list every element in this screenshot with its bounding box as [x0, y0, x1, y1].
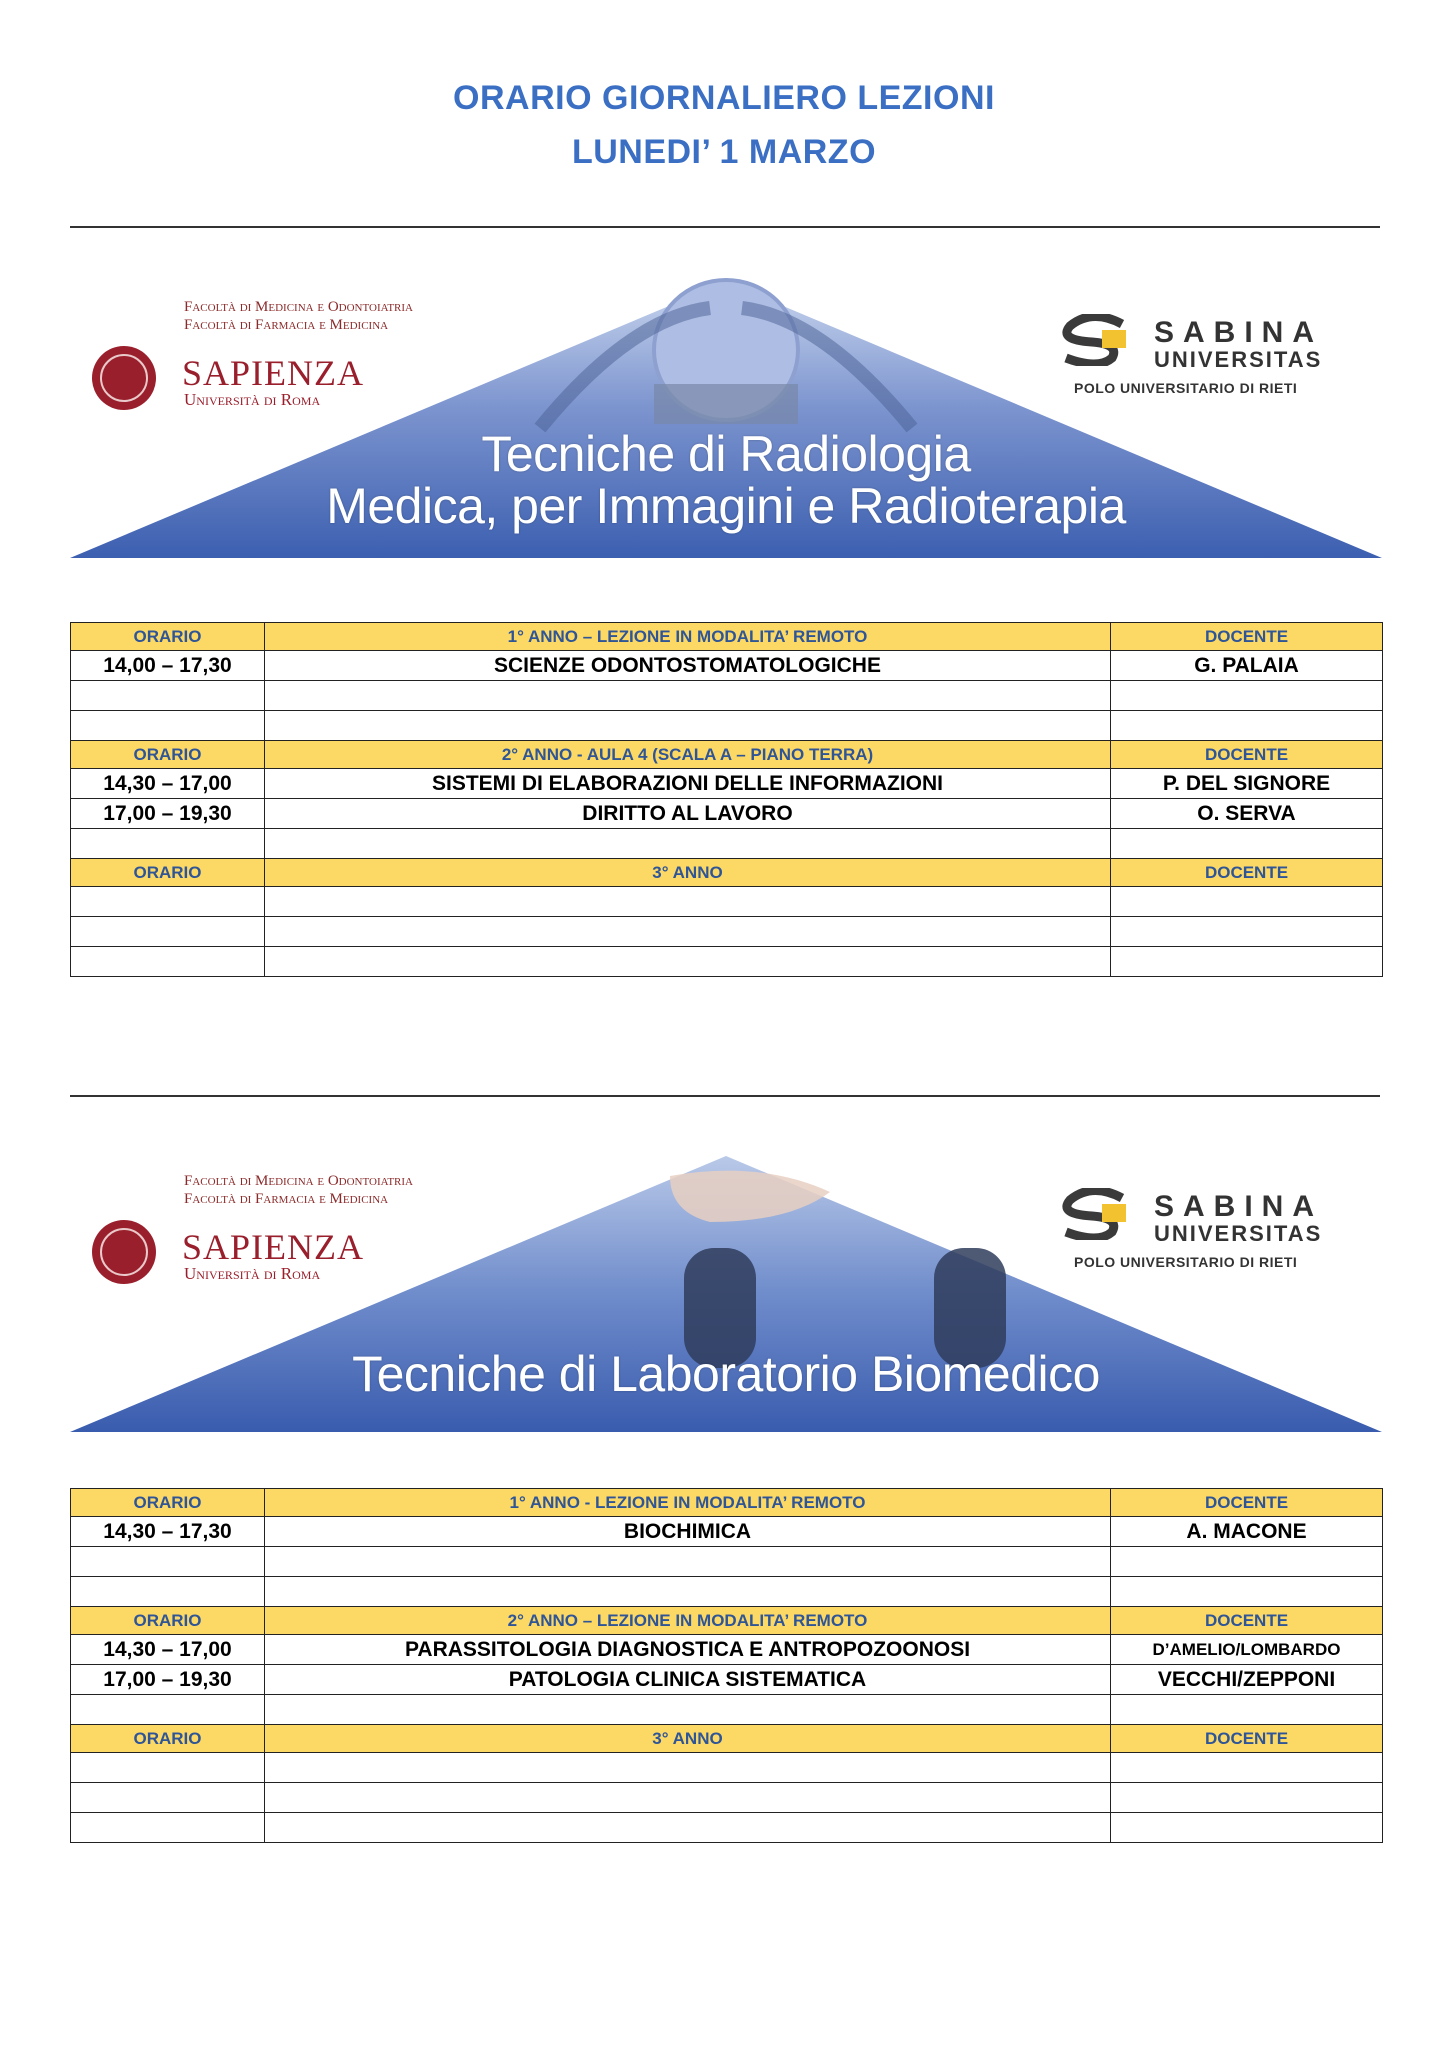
col-header-orario: ORARIO — [71, 1725, 265, 1753]
col-header-orario: ORARIO — [71, 623, 265, 651]
col-header-anno: 3° ANNO — [265, 1725, 1111, 1753]
sapienza-sub: Università di Roma — [184, 390, 321, 409]
cell-lezione — [265, 1753, 1111, 1783]
table-row — [71, 1665, 1383, 1695]
cell-docente: G. PALAIA — [1111, 651, 1383, 681]
cell-orario: 17,00 – 19,30 — [71, 1665, 265, 1695]
cell-lezione — [265, 1695, 1111, 1725]
cell-lezione — [265, 1577, 1111, 1607]
cell-orario: 14,00 – 17,30 — [71, 651, 265, 681]
cell-orario — [71, 1547, 265, 1577]
cell-docente — [1111, 1783, 1383, 1813]
sabina-universitas: UNIVERSITAS — [1154, 1221, 1323, 1246]
sapienza-seal-icon — [92, 346, 156, 410]
faculty-line1: Facoltà di Medicina e Odontoiatria — [184, 1173, 413, 1189]
table-header-row — [71, 1607, 1383, 1635]
faculty-line2: Facoltà di Farmacia e Medicina — [184, 1191, 389, 1207]
cell-orario — [71, 917, 265, 947]
course-title-line2: Medica, per Immagini e Radioterapia — [326, 478, 1126, 534]
col-header-docente: DOCENTE — [1111, 1607, 1383, 1635]
page-title-line2: LUNEDI’ 1 MARZO — [571, 133, 877, 171]
cell-lezione: BIOCHIMICA — [265, 1517, 1111, 1547]
sabina-polo: POLO UNIVERSITARIO DI RIETI — [1074, 1254, 1298, 1270]
sabina-name: SABINA — [1154, 316, 1324, 349]
table-header-row — [71, 623, 1383, 651]
col-header-orario: ORARIO — [71, 859, 265, 887]
cell-orario: 14,30 – 17,00 — [71, 769, 265, 799]
col-header-anno: 1° ANNO - LEZIONE IN MODALITA’ REMOTO — [265, 1489, 1111, 1517]
cell-docente — [1111, 711, 1383, 741]
cell-orario — [71, 681, 265, 711]
schedule-table-radiologia — [70, 622, 1383, 977]
table-row — [71, 917, 1383, 947]
table-header-row — [71, 741, 1383, 769]
cell-docente — [1111, 1813, 1383, 1843]
cell-docente: P. DEL SIGNORE — [1111, 769, 1383, 799]
col-header-docente: DOCENTE — [1111, 1489, 1383, 1517]
cell-lezione — [265, 1783, 1111, 1813]
cell-docente — [1111, 947, 1383, 977]
banner-laboratorio — [70, 1152, 1382, 1432]
sabina-logo — [1062, 1188, 1362, 1278]
table-row — [71, 651, 1383, 681]
table-row — [71, 1783, 1383, 1813]
table-header-row — [71, 1489, 1383, 1517]
cell-docente — [1111, 1753, 1383, 1783]
cell-docente — [1111, 917, 1383, 947]
cell-orario: 14,30 – 17,00 — [71, 1635, 265, 1665]
table-row — [71, 681, 1383, 711]
cell-lezione — [265, 887, 1111, 917]
col-header-docente: DOCENTE — [1111, 623, 1383, 651]
cell-docente — [1111, 829, 1383, 859]
table-row — [71, 1753, 1383, 1783]
sabina-universitas: UNIVERSITAS — [1154, 347, 1323, 372]
col-header-orario: ORARIO — [71, 741, 265, 769]
col-header-orario: ORARIO — [71, 1607, 265, 1635]
cell-lezione: DIRITTO AL LAVORO — [265, 799, 1111, 829]
divider-middle — [70, 1095, 1380, 1097]
cell-orario — [71, 1577, 265, 1607]
sabina-s-icon — [1062, 314, 1126, 366]
col-header-docente: DOCENTE — [1111, 1725, 1383, 1753]
table-row — [71, 769, 1383, 799]
table-header-row — [71, 859, 1383, 887]
col-header-orario: ORARIO — [71, 1489, 265, 1517]
table-row — [71, 1547, 1383, 1577]
cell-orario — [71, 1695, 265, 1725]
col-header-docente: DOCENTE — [1111, 741, 1383, 769]
cell-docente: VECCHI/ZEPPONI — [1111, 1665, 1383, 1695]
col-header-anno: 2° ANNO - AULA 4 (SCALA A – PIANO TERRA) — [265, 741, 1111, 769]
cell-lezione — [265, 711, 1111, 741]
schedule-table-laboratorio — [70, 1488, 1383, 1843]
sapienza-seal-icon — [92, 1220, 156, 1284]
table-row — [71, 1813, 1383, 1843]
cell-docente — [1111, 1547, 1383, 1577]
sapienza-sub: Università di Roma — [184, 1264, 321, 1283]
cell-docente: O. SERVA — [1111, 799, 1383, 829]
faculty-line1: Facoltà di Medicina e Odontoiatria — [184, 299, 413, 315]
cell-orario — [71, 711, 265, 741]
col-header-docente: DOCENTE — [1111, 859, 1383, 887]
cell-lezione: SCIENZE ODONTOSTOMATOLOGICHE — [265, 651, 1111, 681]
table-row — [71, 711, 1383, 741]
faculty-line2: Facoltà di Farmacia e Medicina — [184, 317, 389, 333]
table-row — [71, 947, 1383, 977]
sabina-logo — [1062, 314, 1362, 404]
cell-orario — [71, 1753, 265, 1783]
cell-orario: 17,00 – 19,30 — [71, 799, 265, 829]
table-row — [71, 1517, 1383, 1547]
sabina-name: SABINA — [1154, 1190, 1324, 1223]
sapienza-name: SAPIENZA — [182, 1227, 365, 1267]
cell-lezione — [265, 681, 1111, 711]
table-row — [71, 1695, 1383, 1725]
sabina-s-icon — [1062, 1188, 1126, 1240]
cell-docente — [1111, 887, 1383, 917]
course-title-line1: Tecniche di Laboratorio Biomedico — [352, 1346, 1100, 1402]
table-header-row — [71, 1725, 1383, 1753]
cell-lezione — [265, 1547, 1111, 1577]
cell-lezione: PARASSITOLOGIA DIAGNOSTICA E ANTROPOZOONOSI — [265, 1635, 1111, 1665]
table-row — [71, 799, 1383, 829]
sapienza-name: SAPIENZA — [182, 353, 365, 393]
col-header-anno: 3° ANNO — [265, 859, 1111, 887]
cell-orario — [71, 1813, 265, 1843]
cell-docente — [1111, 1695, 1383, 1725]
banner-radiologia — [70, 278, 1382, 558]
cell-lezione — [265, 947, 1111, 977]
cell-docente — [1111, 681, 1383, 711]
sabina-polo: POLO UNIVERSITARIO DI RIETI — [1074, 380, 1298, 396]
col-header-anno: 2° ANNO – LEZIONE IN MODALITA’ REMOTO — [265, 1607, 1111, 1635]
cell-orario — [71, 1783, 265, 1813]
table-row — [71, 1577, 1383, 1607]
cell-docente — [1111, 1577, 1383, 1607]
table-row — [71, 829, 1383, 859]
col-header-anno: 1° ANNO – LEZIONE IN MODALITA’ REMOTO — [265, 623, 1111, 651]
cell-docente: A. MACONE — [1111, 1517, 1383, 1547]
divider-top — [70, 226, 1380, 228]
cell-orario — [71, 947, 265, 977]
table-row — [71, 887, 1383, 917]
cell-orario — [71, 887, 265, 917]
course-title-line1: Tecniche di Radiologia — [481, 426, 971, 482]
cell-docente: D’AMELIO/LOMBARDO — [1111, 1635, 1383, 1665]
cell-orario — [71, 829, 265, 859]
cell-lezione — [265, 829, 1111, 859]
page-title-line1: ORARIO GIORNALIERO LEZIONI — [453, 79, 995, 117]
cell-lezione — [265, 917, 1111, 947]
cell-lezione: SISTEMI DI ELABORAZIONI DELLE INFORMAZIONI — [265, 769, 1111, 799]
cell-lezione — [265, 1813, 1111, 1843]
table-row — [71, 1635, 1383, 1665]
cell-orario: 14,30 – 17,30 — [71, 1517, 265, 1547]
cell-lezione: PATOLOGIA CLINICA SISTEMATICA — [265, 1665, 1111, 1695]
